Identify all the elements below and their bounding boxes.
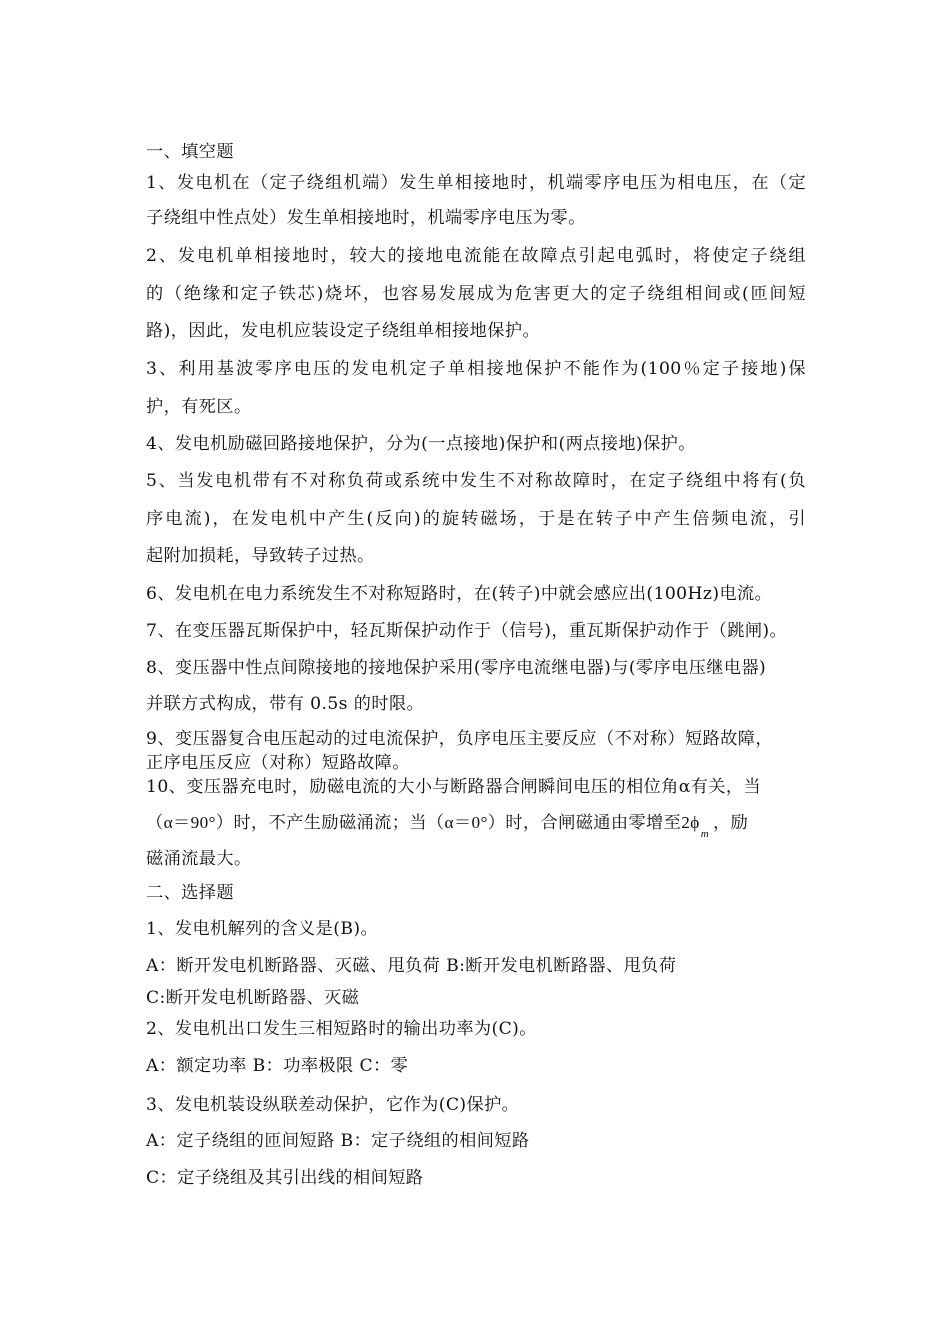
- section-heading-fill-blank: 一、填空题: [146, 142, 234, 162]
- text-line: 7、在变压器瓦斯保护中，轻瓦斯保护动作于（信号)，重瓦斯保护动作于（跳闸)。: [146, 621, 788, 641]
- text-line: 子绕组中性点处）发生单相接地时，机端零序电压为零。: [146, 208, 586, 228]
- phi-symbol: 2ϕ: [681, 813, 700, 832]
- equation-line: （α＝90°）时，不产生励磁涌流；当（α＝0°）时，合闸磁通由零增至$2\phi_m$，励: [146, 813, 749, 840]
- text-line: 路)，因此，发电机应装设定子绕组单相接地保护。: [146, 321, 541, 341]
- text-line: 6、发电机在电力系统发生不对称短路时，在(转子)中就会感应出(100Hz)电流。: [146, 584, 773, 604]
- question-line: 1、发电机解列的含义是(B)。: [146, 919, 379, 939]
- text-line: 5、当发电机带有不对称负荷或系统中发生不对称故障时，在定子绕组中将有(负: [146, 471, 806, 491]
- text-line: 起附加损耗，导致转子过热。: [146, 546, 375, 566]
- text-line: 护，有死区。: [146, 397, 252, 417]
- alpha-90: α＝90°: [163, 813, 216, 832]
- question-line: 2、发电机出口发生三相短路时的输出功率为(C)。: [146, 1019, 537, 1039]
- phi-subscript: m: [700, 828, 710, 840]
- text-line: 并联方式构成，带有 0.5s 的时限。: [146, 694, 425, 714]
- text-line: 磁涌流最大。: [146, 849, 252, 869]
- text-line: 8、变压器中性点间隙接地的接地保护采用(零序电流继电器)与(零序电压继电器): [146, 658, 767, 678]
- option-line: C:断开发电机断路器、灭磁: [146, 988, 360, 1008]
- text-line: 9、变压器复合电压起动的过电流保护，负序电压主要反应（不对称）短路故障，: [146, 729, 773, 749]
- text-line: 4、发电机励磁回路接地保护，分为(一点接地)保护和(两点接地)保护。: [146, 434, 696, 454]
- text-line: 正序电压反应（对称）短路故障。: [146, 753, 410, 773]
- section-heading-choice: 二、选择题: [146, 883, 234, 903]
- option-line: A：额定功率 B：功率极限 C：零: [146, 1056, 409, 1076]
- text-line: 1、发电机在（定子绕组机端）发生单相接地时，机端零序电压为相电压，在（定: [146, 173, 806, 193]
- option-line: A：断开发电机断路器、灭磁、甩负荷 B:断开发电机断路器、甩负荷: [146, 956, 677, 976]
- text-line: 3、利用基波零序电压的发电机定子单相接地保护不能作为(100％定子接地)保: [146, 359, 806, 379]
- text-line: 序电流)，在发电机中产生(反向)的旋转磁场，于是在转子中产生倍频电流，引: [146, 509, 806, 529]
- text-line: 2、发电机单相接地时，较大的接地电流能在故障点引起电弧时，将使定子绕组: [146, 246, 806, 266]
- text-line: 的（绝缘和定子铁芯)烧坏，也容易发展成为危害更大的定子绕组相间或(匝间短: [146, 284, 806, 304]
- option-line: C：定子绕组及其引出线的相间短路: [146, 1168, 424, 1188]
- text-line: 10、变压器充电时，励磁电流的大小与断路器合闸瞬间电压的相位角α有关，当: [146, 777, 762, 797]
- alpha-0: α＝0°: [444, 813, 488, 832]
- question-line: 3、发电机装设纵联差动保护，它作为(C)保护。: [146, 1095, 520, 1115]
- option-line: A：定子绕组的匝间短路 B：定子绕组的相间短路: [146, 1131, 530, 1151]
